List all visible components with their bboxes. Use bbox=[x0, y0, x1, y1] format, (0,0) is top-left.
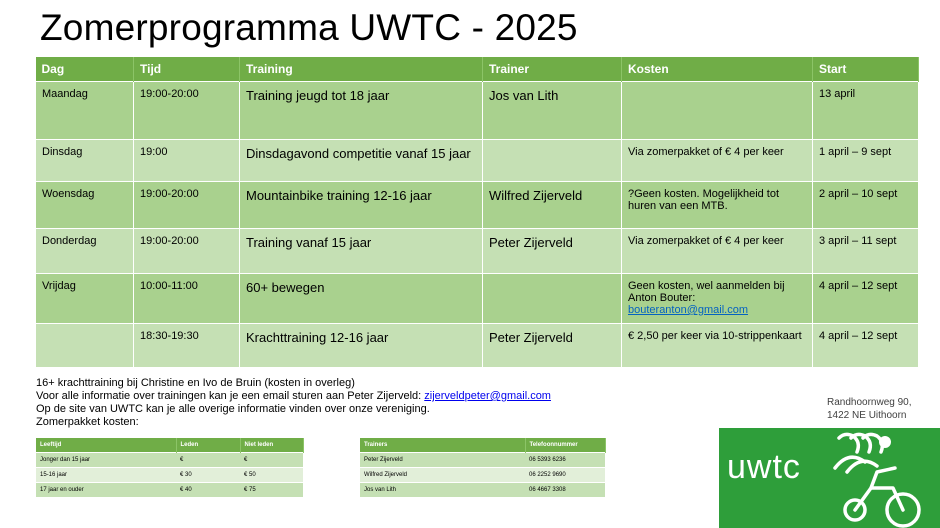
cell-leeftijd: Jonger dan 15 jaar bbox=[36, 453, 176, 468]
cell-phone: 06 4667 3308 bbox=[525, 483, 605, 498]
cell-leden: € bbox=[176, 453, 240, 468]
cell-training: 60+ bewegen bbox=[240, 274, 483, 324]
cell-kosten: Via zomerpakket of € 4 per keer bbox=[622, 140, 813, 182]
table-row bbox=[36, 140, 919, 182]
col-header-telefoon: Telefoonnummer bbox=[525, 438, 605, 453]
col-header-training: Training bbox=[240, 57, 483, 82]
col-header-start: Start bbox=[813, 57, 919, 82]
cell-training: Dinsdagavond competitie vanaf 15 jaar bbox=[240, 140, 483, 182]
info-email-text: Voor alle informatie over trainingen kan je een email sturen aan Peter Zijerveld: bbox=[36, 390, 425, 402]
cell-trainer: Peter Zijerveld bbox=[483, 324, 622, 368]
cell-leeftijd: 17 jaar en ouder bbox=[36, 483, 176, 498]
address-city: 1422 NE Uithoorn bbox=[827, 410, 907, 421]
cell-dag: Donderdag bbox=[36, 229, 134, 274]
info-line-krachttraining: 16+ krachttraining bij Christine en Ivo de Bruin (kosten in overleg) bbox=[36, 377, 355, 389]
cell-trainer: Jos van Lith bbox=[483, 82, 622, 140]
table-row bbox=[36, 324, 919, 368]
cell-trainer: Wilfred Zijerveld bbox=[483, 182, 622, 229]
cell-dag: Maandag bbox=[36, 82, 134, 140]
address bbox=[827, 396, 912, 422]
page-title: Zomerprogramma UWTC - 2025 bbox=[40, 7, 578, 48]
cell-trainer-name: Jos van Lith bbox=[360, 483, 525, 498]
kosten-table bbox=[36, 438, 304, 497]
cell-training: Mountainbike training 12-16 jaar bbox=[240, 182, 483, 229]
cell-leeftijd: 15-16 jaar bbox=[36, 468, 176, 483]
cell-training: Training vanaf 15 jaar bbox=[240, 229, 483, 274]
table-row bbox=[36, 229, 919, 274]
schedule-table bbox=[35, 57, 919, 368]
cell-kosten bbox=[622, 82, 813, 140]
cell-start: 4 april – 12 sept bbox=[813, 324, 919, 368]
email-link-bouter[interactable]: bouteranton@gmail.com bbox=[628, 304, 749, 316]
table-row bbox=[36, 483, 303, 498]
table-row bbox=[360, 468, 605, 483]
col-header-kosten: Kosten bbox=[622, 57, 813, 82]
kosten-header-row bbox=[36, 438, 303, 453]
table-row bbox=[360, 483, 605, 498]
cell-tijd: 19:00-20:00 bbox=[134, 182, 240, 229]
cell-dag: Dinsdag bbox=[36, 140, 134, 182]
cell-trainer-name: Wilfred Zijerveld bbox=[360, 468, 525, 483]
col-header-leden: Leden bbox=[176, 438, 240, 453]
email-link-zijerveld[interactable]: zijerveldpeter@gmail.com bbox=[424, 390, 551, 402]
info-block bbox=[36, 377, 551, 429]
cell-phone: 06 2252 9690 bbox=[525, 468, 605, 483]
cell-start: 2 april – 10 sept bbox=[813, 182, 919, 229]
col-header-leeftijd: Leeftijd bbox=[36, 438, 176, 453]
cell-niet-leden: € 75 bbox=[240, 483, 303, 498]
cell-start: 4 april – 12 sept bbox=[813, 274, 919, 324]
table-row bbox=[360, 453, 605, 468]
address-street: Randhoornweg 90, bbox=[827, 397, 912, 408]
cell-leden: € 30 bbox=[176, 468, 240, 483]
table-row bbox=[36, 453, 303, 468]
cell-kosten: Via zomerpakket of € 4 per keer bbox=[622, 229, 813, 274]
cell-tijd: 19:00-20:00 bbox=[134, 229, 240, 274]
table-row bbox=[36, 274, 919, 324]
col-header-trainers: Trainers bbox=[360, 438, 525, 453]
cell-start: 3 april – 11 sept bbox=[813, 229, 919, 274]
cell-dag bbox=[36, 324, 134, 368]
cell-kosten: ?Geen kosten. Mogelijkheid tot huren van een MTB. bbox=[622, 182, 813, 229]
cell-phone: 06 5393 6236 bbox=[525, 453, 605, 468]
cell-trainer bbox=[483, 140, 622, 182]
trainers-table bbox=[360, 438, 606, 497]
info-line-zomerpakket: Zomerpakket kosten: bbox=[36, 416, 139, 428]
cell-tijd: 10:00-11:00 bbox=[134, 274, 240, 324]
kosten-text: Geen kosten, wel aanmelden bij Anton Bouter: bbox=[628, 280, 785, 304]
table-row bbox=[36, 468, 303, 483]
cell-tijd: 18:30-19:30 bbox=[134, 324, 240, 368]
cell-niet-leden: € bbox=[240, 453, 303, 468]
cell-trainer bbox=[483, 274, 622, 324]
cell-kosten bbox=[622, 274, 813, 324]
cell-kosten: € 2,50 per keer via 10-strippenkaart bbox=[622, 324, 813, 368]
cell-start: 13 april bbox=[813, 82, 919, 140]
col-header-dag: Dag bbox=[36, 57, 134, 82]
info-line-site: Op de site van UWTC kan je alle overige informatie vinden over onze vereniging. bbox=[36, 403, 430, 415]
uwtc-logo bbox=[719, 428, 940, 528]
cell-leden: € 40 bbox=[176, 483, 240, 498]
col-header-trainer: Trainer bbox=[483, 57, 622, 82]
cell-dag: Vrijdag bbox=[36, 274, 134, 324]
table-row bbox=[36, 82, 919, 140]
table-row bbox=[36, 182, 919, 229]
cell-trainer-name: Peter Zijerveld bbox=[360, 453, 525, 468]
cell-trainer: Peter Zijerveld bbox=[483, 229, 622, 274]
cyclists-icon bbox=[825, 428, 935, 528]
cell-dag: Woensdag bbox=[36, 182, 134, 229]
col-header-niet-leden: Niet leden bbox=[240, 438, 303, 453]
cell-tijd: 19:00-20:00 bbox=[134, 82, 240, 140]
schedule-header-row bbox=[36, 57, 919, 82]
cell-training: Training jeugd tot 18 jaar bbox=[240, 82, 483, 140]
logo-text: uwtc bbox=[727, 448, 801, 486]
cell-niet-leden: € 50 bbox=[240, 468, 303, 483]
cell-tijd: 19:00 bbox=[134, 140, 240, 182]
cell-start: 1 april – 9 sept bbox=[813, 140, 919, 182]
cell-training: Krachttraining 12-16 jaar bbox=[240, 324, 483, 368]
info-line-email bbox=[36, 390, 551, 403]
col-header-tijd: Tijd bbox=[134, 57, 240, 82]
trainers-header-row bbox=[360, 438, 605, 453]
